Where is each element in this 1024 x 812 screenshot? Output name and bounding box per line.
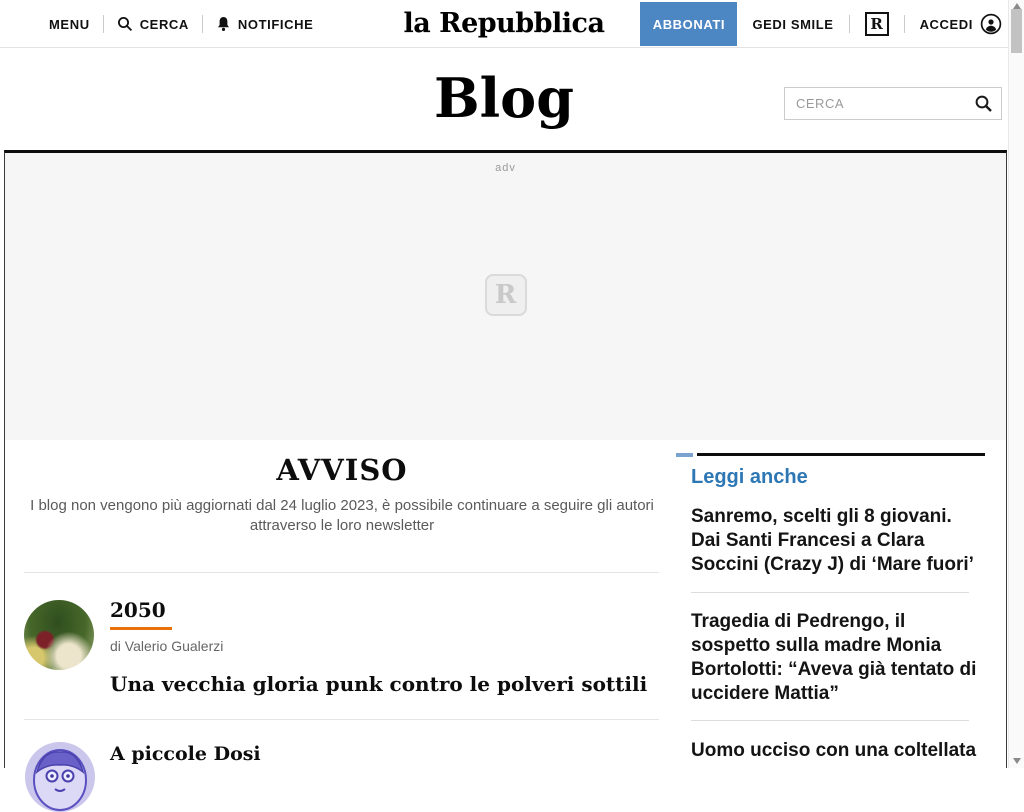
advertisement-area	[5, 153, 1006, 440]
la-repubblica-logo[interactable]: la Repubblica	[403, 8, 605, 39]
abbonati-button[interactable]: ABBONATI	[640, 2, 737, 46]
search-submit-icon[interactable]	[974, 94, 993, 113]
blog-avatar-a-piccole-dosi[interactable]	[25, 742, 95, 812]
page-scrollbar[interactable]	[1008, 0, 1024, 768]
blog-name-2050[interactable]: 2050	[110, 598, 166, 622]
gedi-smile-link[interactable]: GEDI SMILE	[752, 16, 834, 32]
top-navigation-bar	[0, 0, 1008, 48]
accedi-label: ACCEDI	[919, 16, 973, 32]
sidebar-article-link[interactable]: Sanremo, scelti gli 8 giovani. Dai Santi Francesi a Clara Soccini (Crazy J) di ‘Mare fuori’	[691, 506, 974, 575]
divider	[24, 719, 659, 720]
sidebar-article-link[interactable]: Tragedia di Pedrengo, il sospetto sulla madre Monia Bortolotti: “Aveva già tentato di uccidere Mattia”	[691, 611, 977, 704]
blog-name-a-piccole-dosi[interactable]: A piccole Dosi	[110, 743, 261, 765]
topbar-right-group	[640, 0, 1002, 48]
sidebar-top-rule	[697, 453, 985, 456]
hamburger-icon	[24, 17, 42, 31]
divider	[24, 572, 659, 573]
menu-label: MENU	[49, 16, 90, 32]
user-account-icon	[980, 13, 1002, 35]
sidebar-accent-dash	[676, 453, 693, 457]
accedi-button[interactable]	[920, 13, 1002, 35]
notifications-button[interactable]	[216, 16, 313, 32]
scrollbar-thumb[interactable]	[1011, 9, 1022, 53]
blog-search-input[interactable]	[796, 96, 974, 111]
adv-label: adv	[495, 162, 516, 174]
sidebar-title[interactable]: Leggi anche	[691, 466, 808, 488]
divider	[103, 15, 104, 33]
divider	[691, 592, 969, 593]
notifications-label: NOTIFICHE	[237, 16, 314, 32]
face-illustration	[25, 742, 95, 812]
divider	[849, 15, 850, 33]
blog-author: di Valerio Gualerzi	[110, 638, 224, 654]
divider	[202, 15, 203, 33]
blog-search-box	[784, 87, 1002, 120]
page-title: Blog	[434, 66, 574, 130]
search-icon	[117, 16, 133, 32]
sidebar-article-link[interactable]: Uomo ucciso con una coltellata	[691, 740, 977, 761]
topbar-left-group	[24, 0, 313, 48]
search-nav-label: CERCA	[139, 16, 189, 32]
divider	[691, 720, 969, 721]
menu-button[interactable]	[24, 17, 90, 32]
blog-avatar-2050[interactable]	[24, 600, 94, 670]
scrollbar-down-arrow[interactable]	[1013, 758, 1021, 764]
notice-body: I blog non vengono più aggiornati dal 24 luglio 2023, è possibile continuare a seguire gli autori attraverso le loro newsletter	[30, 497, 654, 534]
ad-placeholder-logo: R	[485, 274, 527, 316]
notice-title: AVVISO	[276, 453, 408, 487]
divider	[904, 15, 905, 33]
search-nav-button[interactable]	[117, 16, 189, 32]
blog-accent-bar	[110, 627, 172, 630]
bell-icon	[216, 16, 231, 32]
blog-post-title[interactable]: Una vecchia gloria punk contro le polveri sottili	[110, 672, 648, 696]
r-square-logo[interactable]: R	[865, 12, 889, 36]
